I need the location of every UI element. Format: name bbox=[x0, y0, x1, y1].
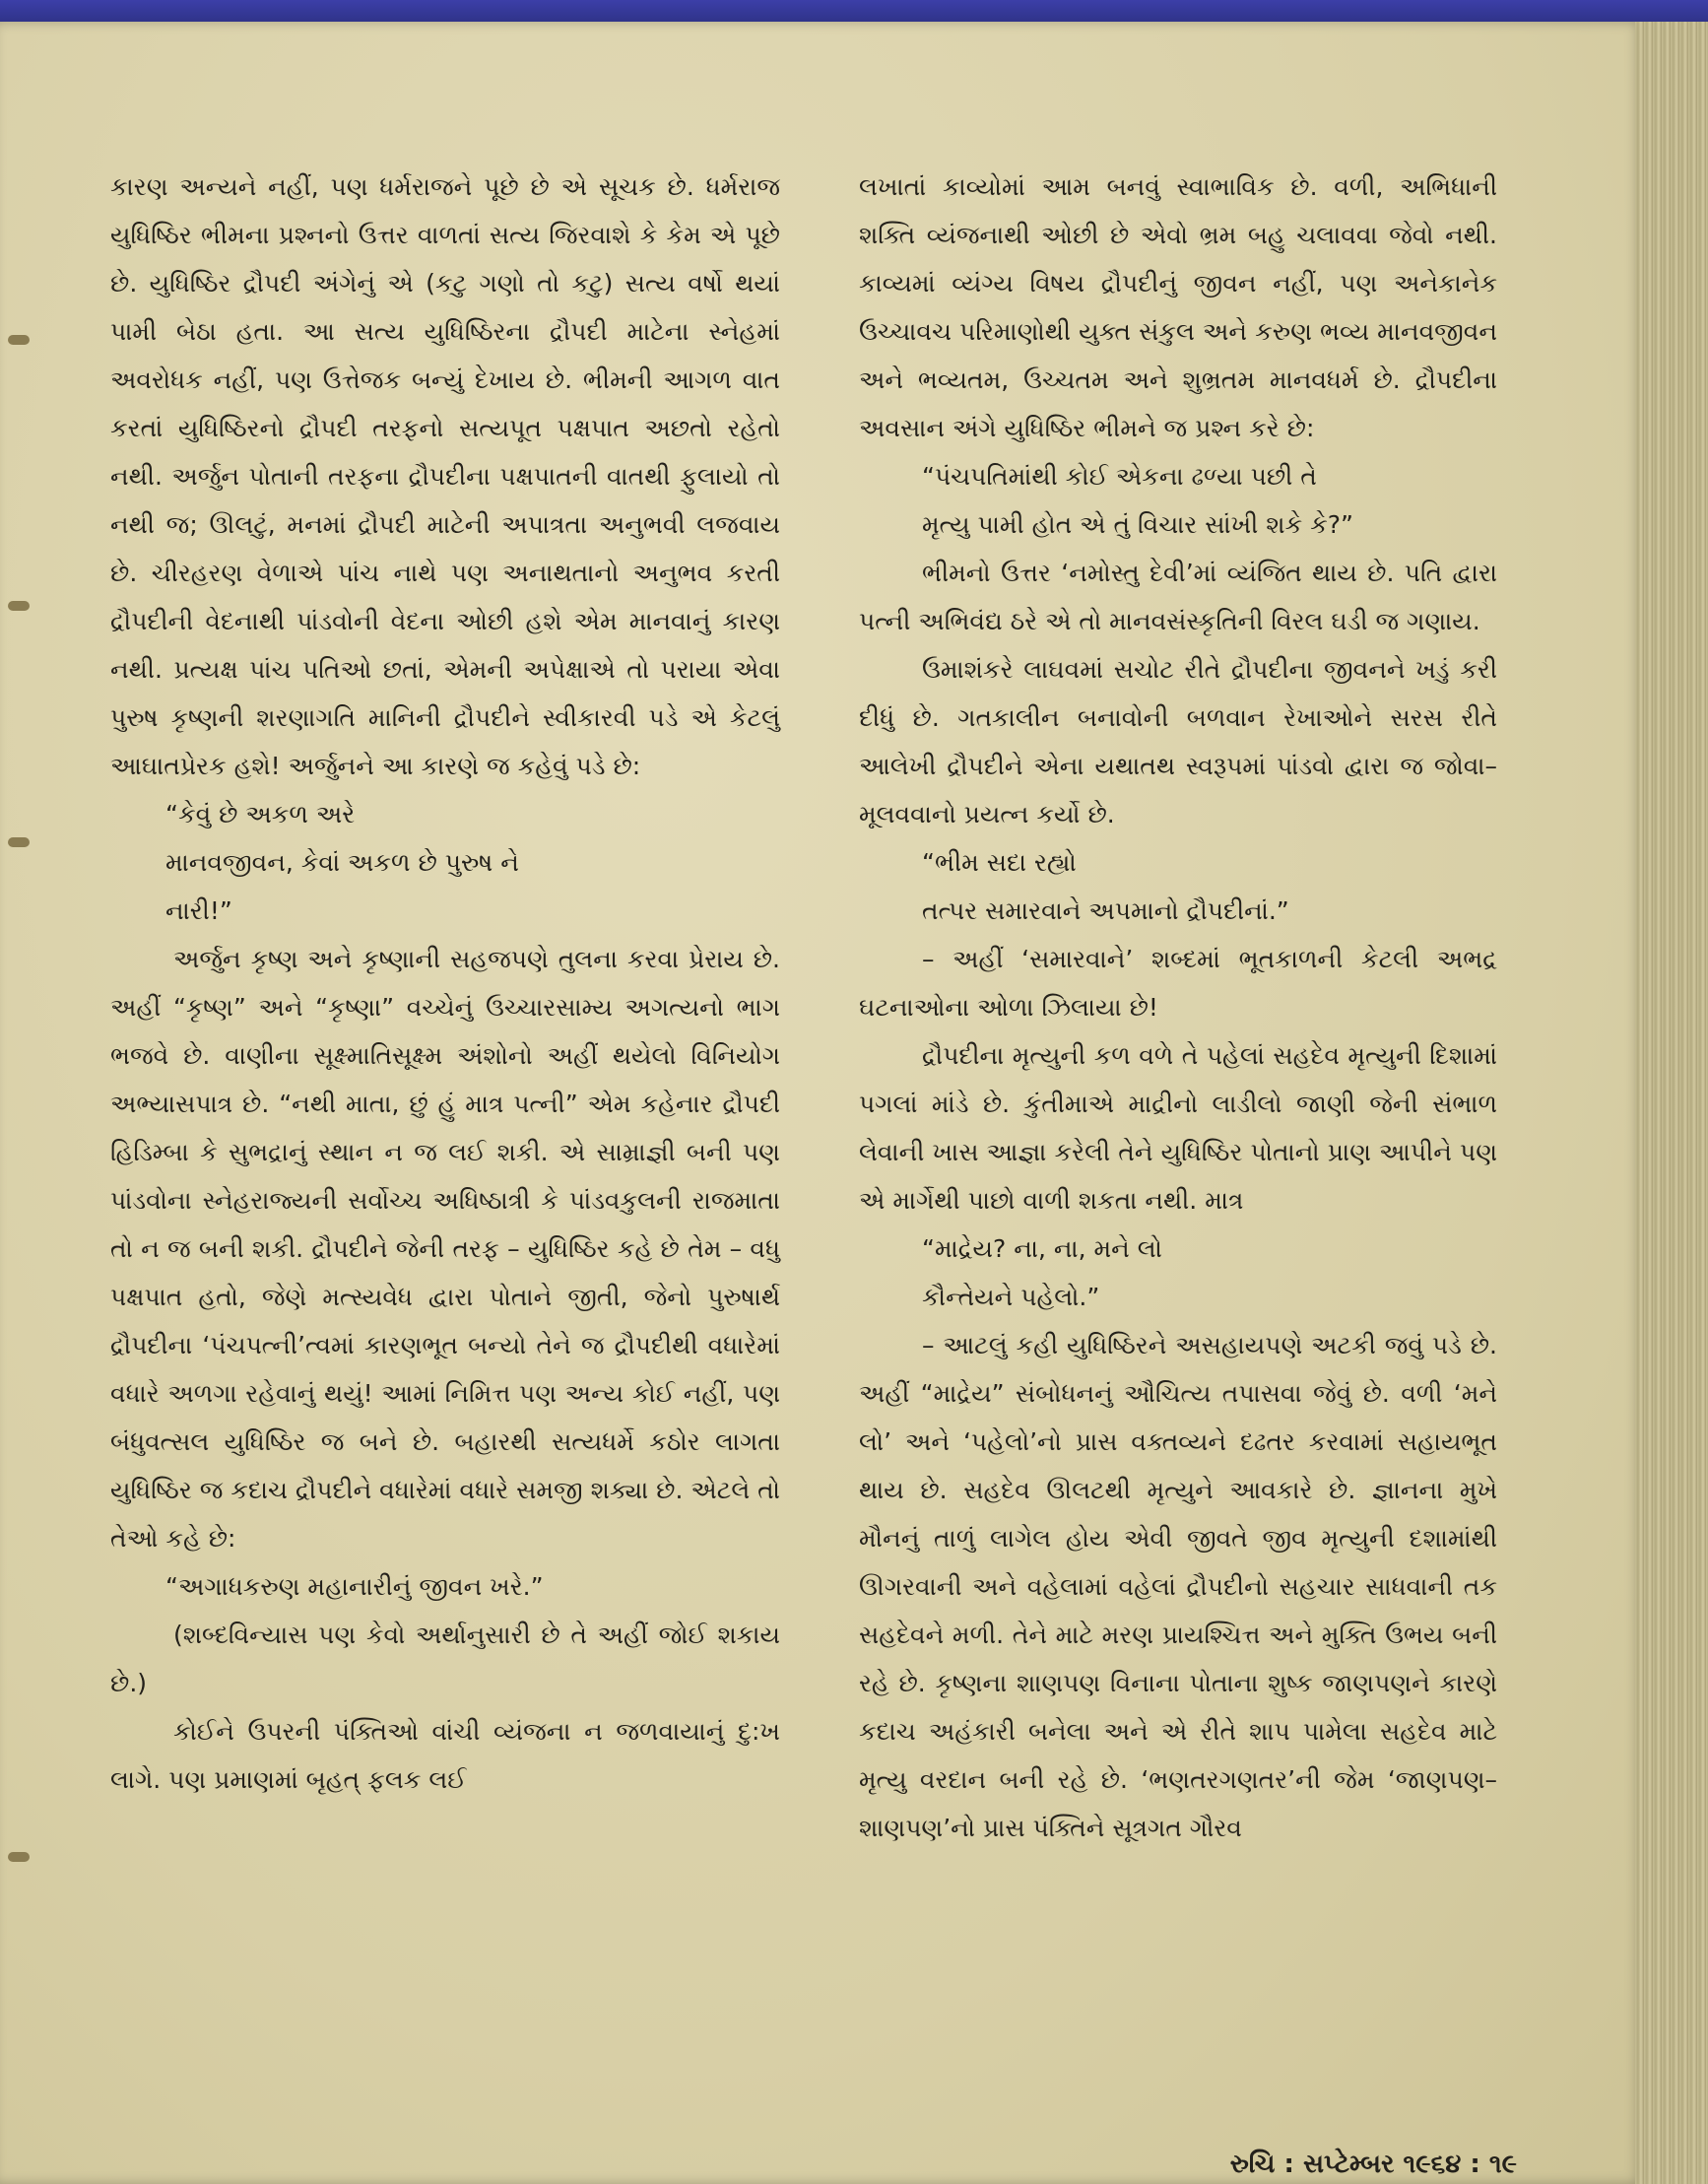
paragraph: ઉમાશંકરે લાઘવમાં સચોટ રીતે દ્રૌપદીના જીવનને ખડું કરી દીધું છે. ગતકાલીન બનાવોની બળવાન રેખાઓને સરસ રીતે આલેખી દ્રૌપદીને એના યથાતથ સ્વરૂપમાં પાંડવો દ્વારા જ જોવા–મૂલવવાનો પ્રયત્ન કર્યો છે. bbox=[859, 655, 1497, 828]
verse-line: નારી!” bbox=[165, 896, 232, 925]
paragraph: ભીમનો ઉત્તર ‘નમોસ્તુ દેવી’માં વ્યંજિત થાય છે. પતિ દ્વારા પત્ની અભિવંદ્ય ઠરે એ તો માનવસંસ્કૃતિની વિરલ ઘડી જ ગણાય. bbox=[859, 559, 1497, 635]
binding-hole bbox=[8, 601, 30, 611]
binding-hole bbox=[8, 1852, 30, 1862]
paragraph: દ્રૌપદીના મૃત્યુની કળ વળે તે પહેલાં સહદેવ મૃત્યુની દિશામાં પગલાં માંડે છે. કુંતીમાએ માદ્રીનો લાડીલો જાણી જેની સંભાળ લેવાની ખાસ આજ્ઞા કરેલી તેને યુધિષ્ઠિર પોતાનો પ્રાણ આપીને પણ એ માર્ગેથી પાછો વાળી શકતા નથી. માત્ર bbox=[859, 1041, 1497, 1215]
verse-line: તત્પર સમારવાને અપમાનો દ્રૌપદીનાં.” bbox=[922, 896, 1289, 925]
right-column bbox=[859, 163, 1497, 1852]
paragraph: કારણ અન્યને નહીં, પણ ધર્મરાજને પૂછે છે એ સૂચક છે. ધર્મરાજ યુધિષ્ઠિર ભીમના પ્રશ્નનો ઉત્તર વાળતાં સત્ય જિરવાશે કે કેમ એ પૂછે છે. યુધિષ્ઠિર દ્રૌપદી અંગેનું એ (કટુ ગણો તો કટુ) સત્ય વર્ષો થયાં પામી બેઠા હતા. આ સત્ય યુધિષ્ઠિરના દ્રૌપદી માટેના સ્નેહમાં અવરોધક નહીં, પણ ઉત્તેજક બન્યું દેખાય છે. ભીમની આગળ વાત કરતાં યુધિષ્ઠિરનો દ્રૌપદી તરફનો સત્યપૂત પક્ષપાત અછતો રહેતો નથી. અર્જુન પોતાની તરફના દ્રૌપદીના પક્ષપાતની વાતથી ફુલાયો તો નથી જ; ઊલટું, મનમાં દ્રૌપદી માટેની અપાત્રતા અનુભવી લજવાય છે. ચીરહરણ વેળાએ પાંચ નાથે પણ અનાથતાનો અનુભવ કરતી દ્રૌપદીની વેદનાથી પાંડવોની વેદના ઓછી હશે એમ માનવાનું કારણ નથી. પ્રત્યક્ષ પાંચ પતિઓ છતાં, એમની અપેક્ષાએ તો પરાયા એવા પુરુષ કૃષ્ણની શરણાગતિ માનિની દ્રૌપદીને સ્વીકારવી પડે એ કેટલું આઘાતપ્રેરક હશે! અર્જુનને આ કારણે જ કહેવું પડે છે: bbox=[110, 172, 780, 780]
page-stack-edge bbox=[1635, 22, 1708, 2184]
paragraph: કોઈને ઉપરની પંક્તિઓ વાંચી વ્યંજના ન જળવાયાનું દુ:ખ લાગે. પણ પ્રમાણમાં બૃહત્ ફલક લઈ bbox=[110, 1717, 780, 1794]
verse-line: “ભીમ સદા રહ્યો bbox=[922, 848, 1077, 877]
verse-line: મૃત્યુ પામી હોત એ તું વિચાર સાંખી શકે કે?” bbox=[922, 510, 1353, 539]
paragraph: (શબ્દવિન્યાસ પણ કેવો અર્થાનુસારી છે તે અહીં જોઈ શકાય છે.) bbox=[110, 1621, 780, 1697]
verse-line: માનવજીવન, કેવાં અકળ છે પુરુષ ને bbox=[165, 848, 519, 877]
paragraph: – આટલું કહી યુધિષ્ઠિરને અસહાયપણે અટકી જવું પડે છે. અહીં “માદ્રેય” સંબોધનનું ઔચિત્ય તપાસવા જેવું છે. વળી ‘મને લો’ અને ‘પહેલો’નો પ્રાસ વક્તવ્યને દઢતર કરવામાં સહાયભૂત થાય છે. સહદેવ ઊલટથી મૃત્યુને આવકારે છે. જ્ઞાનના મુખે મૌનનું તાળું લાગેલ હોય એવી જીવતે જીવ મૃત્યુની દશામાંથી ઊગરવાની અને વહેલામાં વહેલાં દ્રૌપદીનો સહચાર સાધવાની તક સહદેવને મળી. તેને માટે મરણ પ્રાયશ્ચિત્ત અને મુક્તિ ઉભય બની રહે છે. કૃષ્ણના શાણપણ વિનાના પોતાના શુષ્ક જાણપણને કારણે કદાચ અહંકારી બનેલા અને એ રીતે શાપ પામેલા સહદેવ માટે મૃત્યુ વરદાન બની રહે છે. ‘ભણતરગણતર’ની જેમ ‘જાણપણ–શાણપણ’નો પ્રાસ પંક્તિને સૂત્રગત ગૌરવ bbox=[859, 1331, 1497, 1842]
verse-line: “કેવું છે અકળ અરે bbox=[165, 800, 356, 828]
verse-line: કૌન્તેયને પહેલો.” bbox=[922, 1283, 1100, 1311]
page-footer: રુચિ : સપ્ટેમ્બર ૧૯૬૪ : ૧૯ bbox=[1229, 2150, 1517, 2179]
verse-line: “પંચપતિમાંથી કોઈ એકના ઢળ્યા પછી તે bbox=[922, 462, 1317, 491]
paragraph: અર્જુન કૃષ્ણ અને કૃષ્ણાની સહજપણે તુલના કરવા પ્રેરાય છે. અહીં “કૃષ્ણ” અને “કૃષ્ણા” વચ્ચેનું ઉચ્ચારસામ્ય અગત્યનો ભાગ ભજવે છે. વાણીના સૂક્ષ્માતિસૂક્ષ્મ અંશોનો અહીં થયેલો વિનિયોગ અભ્યાસપાત્ર છે. “નથી માતા, છું હું માત્ર પત્ની” એમ કહેનાર દ્રૌપદી હિડિમ્બા કે સુભદ્રાનું સ્થાન ન જ લઈ શકી. એ સામ્રાજ્ઞી બની પણ પાંડવોના સ્નેહરાજ્યની સર્વોચ્ચ અધિષ્ઠાત્રી કે પાંડવકુલની રાજમાતા તો ન જ બની શકી. દ્રૌપદીને જેની તરફ – યુધિષ્ઠિર કહે છે તેમ – વધુ પક્ષપાત હતો, જેણે મત્સ્યવેધ દ્વારા પોતાને જીતી, જેનો પુરુષાર્થ દ્રૌપદીના ‘પંચપત્ની’ત્વમાં કારણભૂત બન્યો તેને જ દ્રૌપદીથી વધારેમાં વધારે અળગા રહેવાનું થયું! આમાં નિમિત્ત પણ અન્ય કોઈ નહીં, પણ બંધુવત્સલ યુધિષ્ઠિર જ બને છે. બહારથી સત્યધર્મે કઠોર લાગતા યુધિષ્ઠિર જ કદાચ દ્રૌપદીને વધારેમાં વધારે સમજી શક્યા છે. એટલે તો તેઓ કહે છે: bbox=[110, 945, 780, 1553]
paragraph: – અહીં ‘સમારવાને’ શબ્દમાં ભૂતકાળની કેટલી અભદ્ર ઘટનાઓના ઓળા ઝિલાયા છે! bbox=[859, 945, 1497, 1022]
verse-line: “અગાધકરુણ મહાનારીનું જીવન ખરે.” bbox=[165, 1572, 544, 1601]
left-column bbox=[110, 163, 780, 1804]
binding-hole bbox=[8, 837, 30, 847]
binding-hole bbox=[8, 335, 30, 345]
verse-line: “માદ્રેય? ના, ના, મને લો bbox=[922, 1234, 1162, 1263]
paragraph: લખાતાં કાવ્યોમાં આમ બનવું સ્વાભાવિક છે. વળી, અભિધાની શક્તિ વ્યંજનાથી ઓછી છે એવો ભ્રમ બહુ ચલાવવા જેવો નથી. કાવ્યમાં વ્યંગ્ય વિષય દ્રૌપદીનું જીવન નહીં, પણ અનેકાનેક ઉચ્ચાવચ પરિમાણોથી યુક્ત સંકુલ અને કરુણ ભવ્ય માનવજીવન અને ભવ્યતમ, ઉચ્ચતમ અને શુભ્રતમ માનવધર્મ છે. દ્રૌપદીના અવસાન અંગે યુધિષ્ઠિર ભીમને જ પ્રશ્ન કરે છે: bbox=[859, 172, 1497, 442]
